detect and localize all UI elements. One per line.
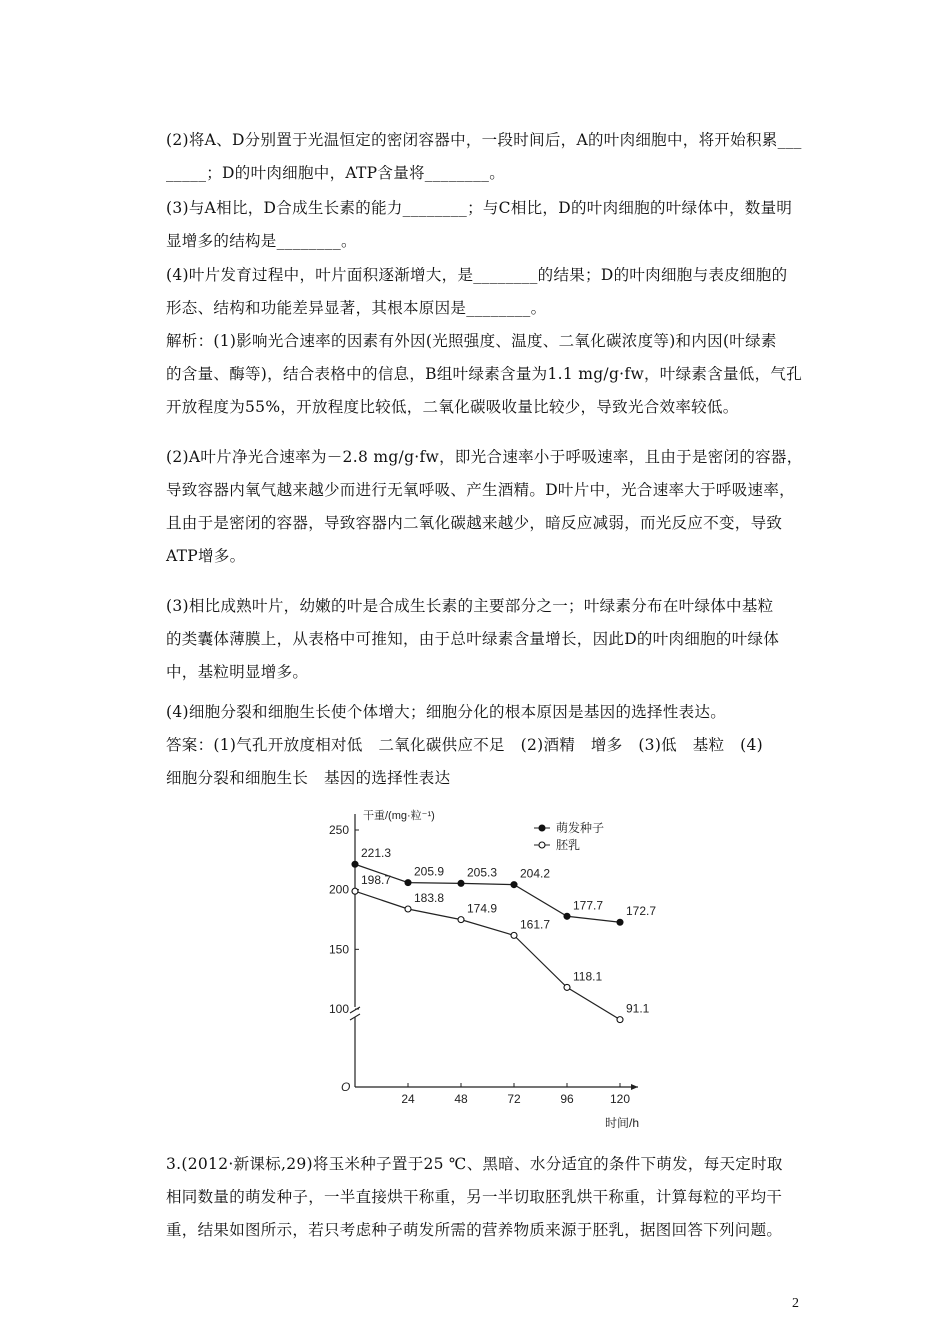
text-line: (2)将A、D分别置于光温恒定的密闭容器中，一段时间后，A的叶肉细胞中，将开始积累___	[166, 131, 802, 149]
data-label: 198.7	[361, 873, 392, 888]
x-axis-arrow	[631, 1084, 638, 1090]
data-point	[617, 919, 623, 925]
text-line: (2)A叶片净光合速率为－2.8 mg/g·fw，即光合速率小于呼吸速率，且由于是密闭的容器，	[166, 448, 803, 466]
legend-marker	[539, 842, 545, 848]
analysis-1-paragraph	[166, 325, 816, 424]
x-tick-label: 120	[609, 1092, 631, 1106]
text-line: _____；D的叶肉细胞中，ATP含量将________。	[166, 164, 505, 182]
text-line: 中，基粒明显增多。	[166, 663, 309, 681]
y-axis-label: 干重/(mg·粒⁻¹)	[363, 810, 435, 822]
data-point	[617, 1017, 623, 1023]
data-point	[405, 880, 411, 886]
x-tick-label: 48	[454, 1092, 468, 1106]
data-label: 174.9	[467, 901, 498, 916]
question-4-paragraph	[166, 259, 816, 325]
data-label: 177.7	[573, 898, 604, 913]
data-label: 118.1	[573, 969, 603, 984]
data-label: 204.2	[520, 866, 551, 881]
text-line: 的类囊体薄膜上，从表格中可推知，由于总叶绿素含量增长，因此D的叶肉细胞的叶绿体	[166, 630, 780, 648]
data-point	[352, 861, 358, 867]
data-point	[352, 888, 358, 894]
data-point	[564, 913, 570, 919]
data-label: 205.3	[467, 865, 498, 880]
text-line: 显增多的结构是________。	[166, 232, 357, 250]
x-axis-label: 时间/h	[605, 1116, 640, 1130]
data-point	[458, 917, 464, 923]
chart-svg	[320, 802, 660, 1132]
data-label: 205.9	[414, 864, 445, 879]
page-number: 2	[792, 1296, 799, 1311]
origin-label: O	[341, 1080, 351, 1094]
text-line: (3)相比成熟叶片，幼嫩的叶是合成生长素的主要部分之一；叶绿素分布在叶绿体中基粒	[166, 597, 774, 615]
text-line: 形态、结构和功能差异显著，其根本原因是________。	[166, 299, 547, 317]
legend-marker	[539, 825, 545, 831]
data-point	[564, 984, 570, 990]
dry-weight-chart	[320, 802, 660, 1132]
text-line: 且由于是密闭的容器，导致容器内二氧化碳越来越少，暗反应减弱，而光反应不变，导致	[166, 514, 783, 532]
legend-label: 萌发种子	[556, 821, 605, 835]
x-tick-label: 72	[507, 1092, 521, 1106]
y-tick-label: 150	[328, 942, 349, 957]
question-3-main-paragraph	[166, 1148, 816, 1247]
analysis-2-paragraph	[166, 441, 816, 573]
x-tick-label: 96	[560, 1092, 574, 1106]
text-line: 解析：(1)影响光合速率的因素有外因(光照强度、温度、二氧化碳浓度等)和内因(叶绿素	[166, 332, 777, 350]
y-tick-label: 100	[328, 1002, 349, 1016]
question-2-paragraph	[166, 124, 816, 190]
data-label: 183.8	[414, 890, 445, 905]
text-line: 重，结果如图所示，若只考虑种子萌发所需的营养物质来源于胚乳，据图回答下列问题。	[166, 1221, 783, 1239]
text-line: 开放程度为55%，开放程度比较低，二氧化碳吸收量比较少，导致光合效率较低。	[166, 398, 739, 416]
analysis-4-paragraph	[166, 696, 816, 729]
text-line: 导致容器内氧气越来越少而进行无氧呼吸、产生酒精。D叶片中，光合速率大于呼吸速率，	[166, 481, 795, 499]
data-point	[511, 932, 517, 938]
x-tick-label: 24	[401, 1092, 415, 1106]
legend-label: 胚乳	[556, 838, 581, 852]
analysis-3-paragraph	[166, 590, 816, 689]
text-line: 相同数量的萌发种子，一半直接烘干称重，另一半切取胚乳烘干称重，计算每粒的平均干	[166, 1188, 783, 1206]
answer-paragraph	[166, 729, 816, 795]
data-point	[458, 880, 464, 886]
text-line: (4)细胞分裂和细胞生长使个体增大；细胞分化的根本原因是基因的选择性表达。	[166, 703, 727, 721]
text-line: (4)叶片发育过程中，叶片面积逐渐增大，是________的结果；D的叶肉细胞与表皮细胞的	[166, 266, 788, 284]
question-3-paragraph	[166, 192, 816, 258]
text-line: 细胞分裂和细胞生长 基因的选择性表达	[166, 769, 451, 787]
data-label: 91.1	[626, 1001, 650, 1016]
text-line: (3)与A相比，D合成生长素的能力________；与C相比，D的叶肉细胞的叶绿体中，数量明	[166, 199, 793, 217]
data-label: 161.7	[520, 917, 551, 932]
data-point	[511, 882, 517, 888]
text-line: 的含量、酶等)，结合表格中的信息，B组叶绿素含量为1.1 mg/g·fw，叶绿素含量低，气孔	[166, 365, 803, 383]
y-tick-label: 250	[328, 823, 349, 837]
text-line: 3.(2012·新课标,29)将玉米种子置于25 ℃、黑暗、水分适宜的条件下萌发，每天定时取	[166, 1155, 783, 1173]
text-line: 答案：(1)气孔开放度相对低 二氧化碳供应不足 (2)酒精 增多 (3)低 基粒 (4)	[166, 736, 764, 754]
data-label: 172.7	[626, 904, 657, 919]
data-point	[405, 906, 411, 912]
y-tick-label: 200	[328, 882, 349, 897]
text-line: ATP增多。	[166, 547, 246, 565]
data-label: 221.3	[361, 846, 392, 861]
